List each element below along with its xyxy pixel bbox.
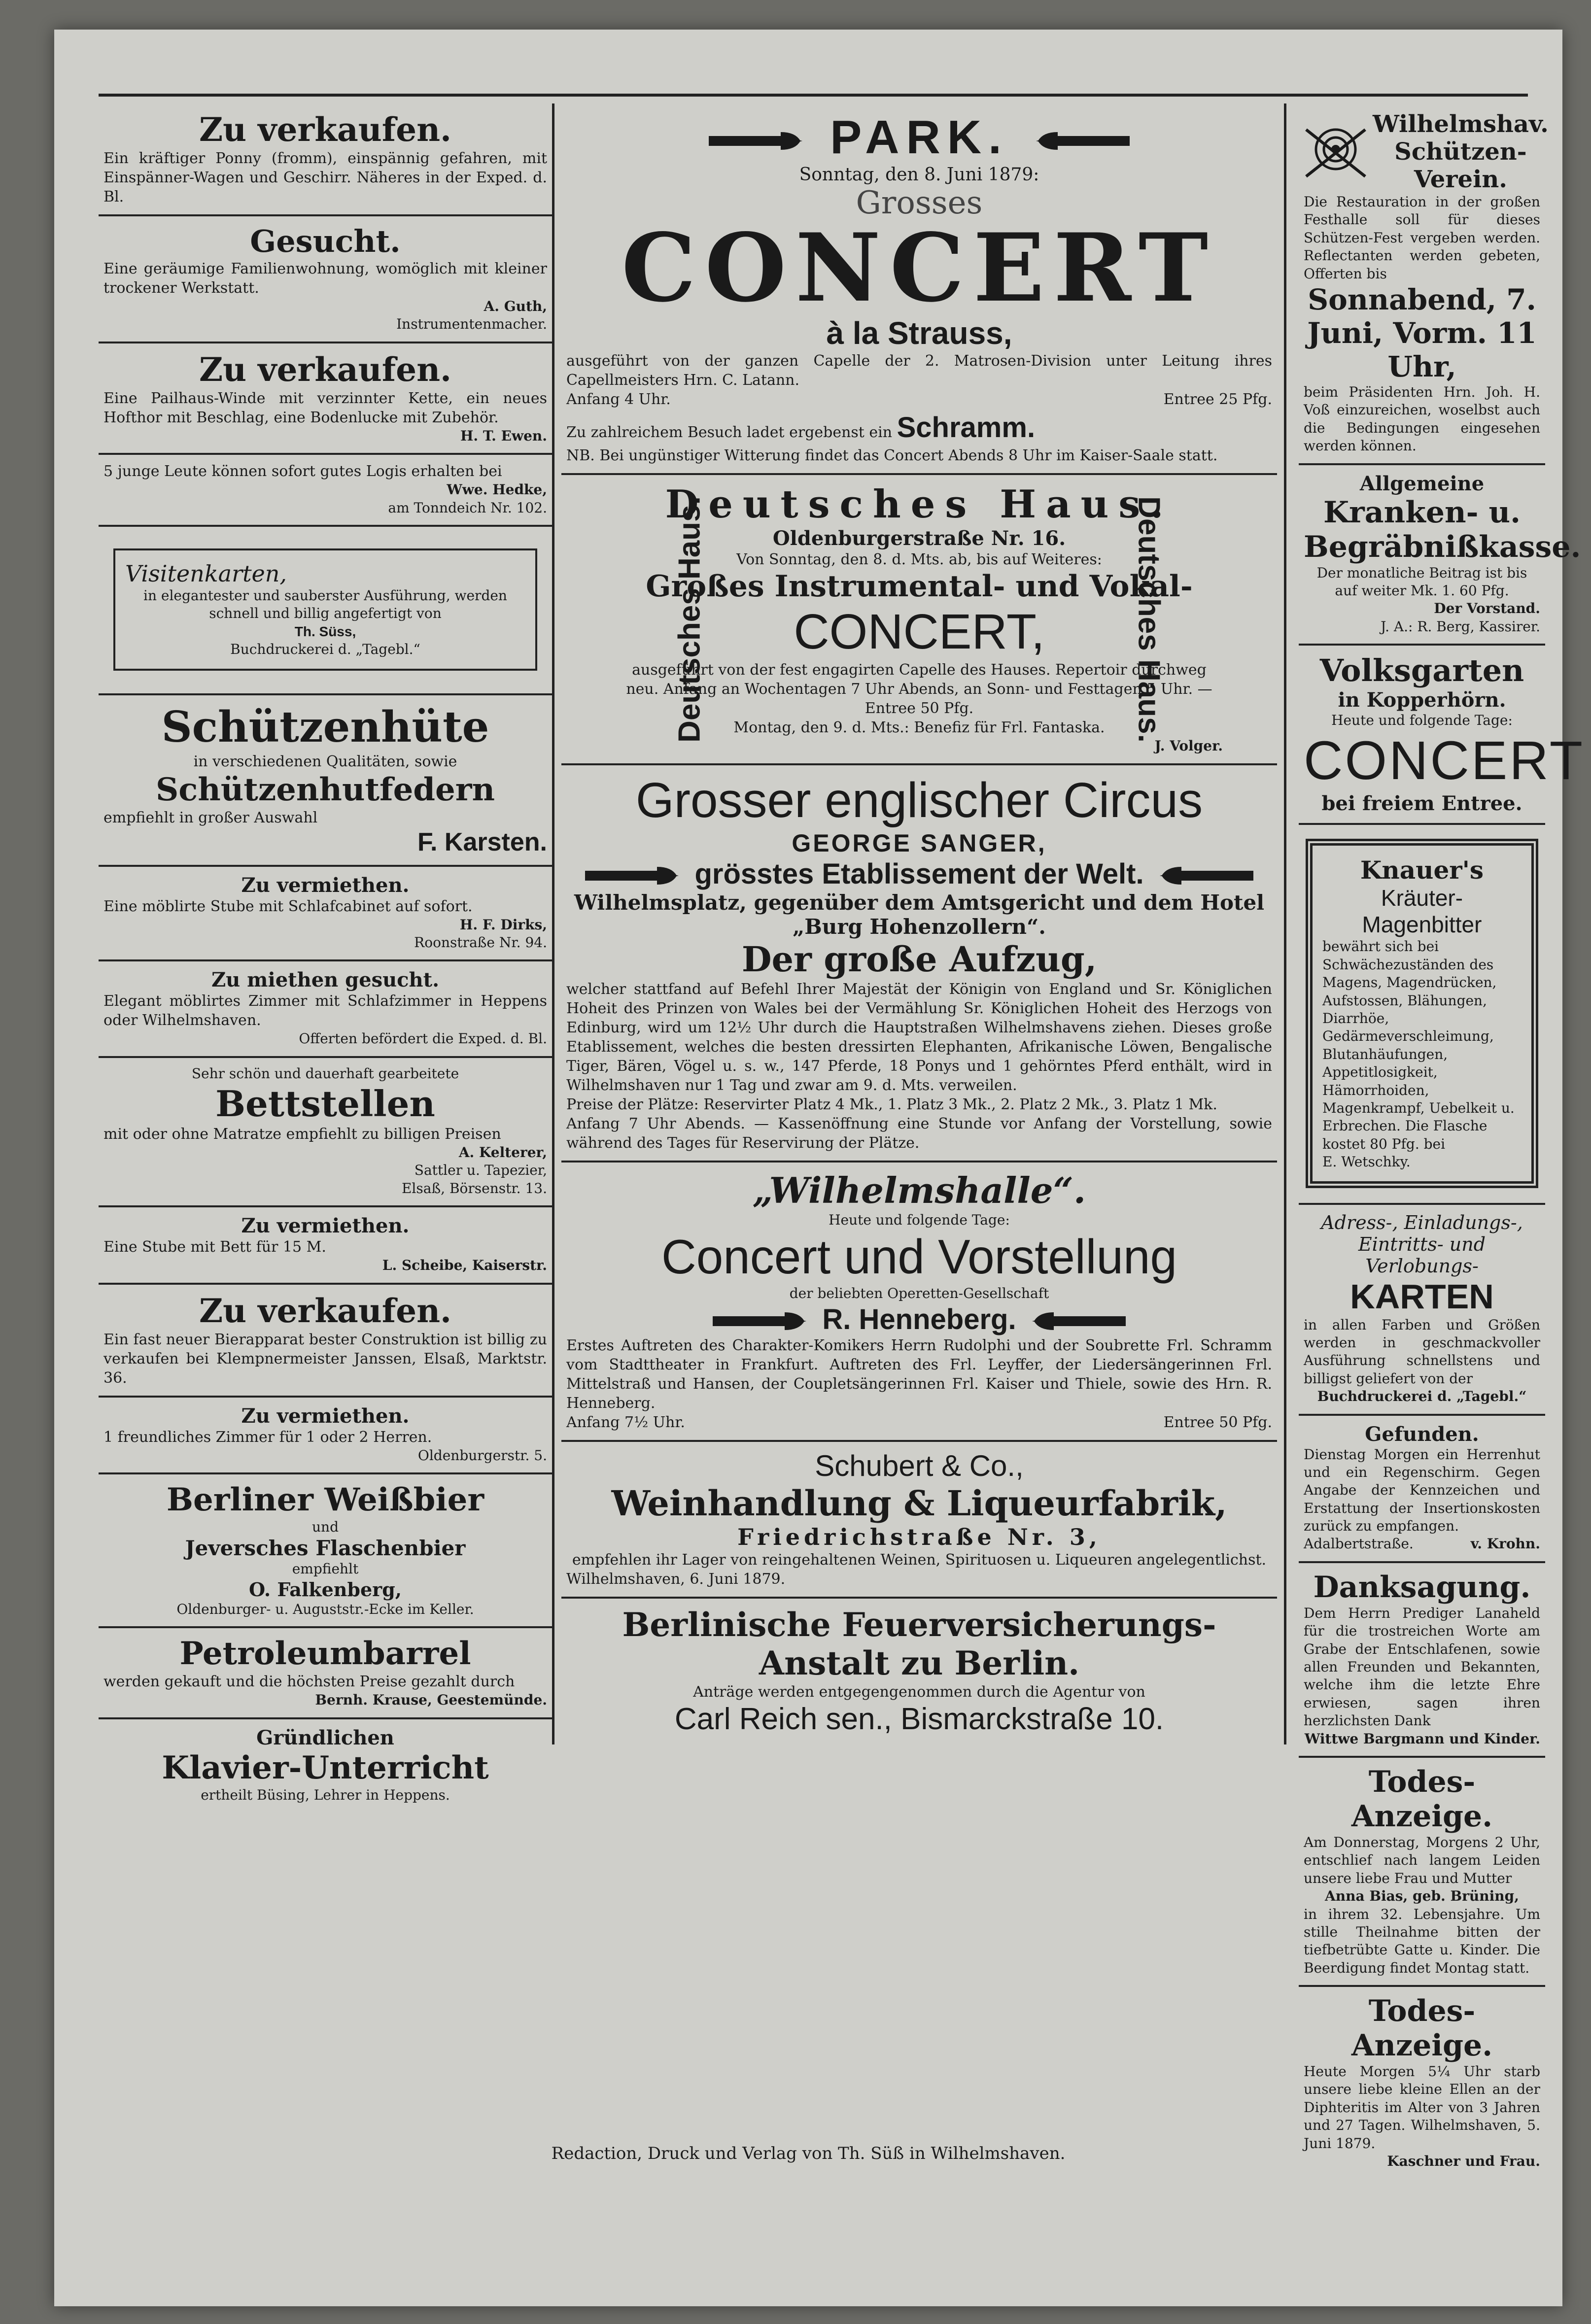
sv-text2: beim Präsidenten Hrn. Joh. H. Voß einzureichen, woselbst auch die Bedingungen eingesehen werden können. bbox=[1304, 383, 1540, 454]
dh-addr: Oldenburgerstraße Nr. 16. bbox=[772, 527, 1066, 550]
vg-loc: in Kopperhörn. bbox=[1338, 688, 1506, 712]
ad-title: Klavier-Unterricht bbox=[162, 1749, 489, 1786]
script-title: Visitenkarten, bbox=[125, 560, 287, 587]
pointing-hand-right-icon bbox=[707, 127, 810, 155]
fv-head: Berlinische Feuerversicherungs-Anstalt zu Berlin. bbox=[622, 1605, 1216, 1682]
ad-name: A. Kelterer, bbox=[458, 1144, 547, 1161]
ad-volksgarten bbox=[1299, 646, 1585, 825]
sv-title: Wilhelmshav. Schützen-Verein. bbox=[1373, 110, 1549, 193]
gf-addr: Adalbertstraße. bbox=[1304, 1536, 1414, 1552]
ad-title: Schützenhüte bbox=[161, 702, 489, 752]
fv-name: Carl Reich sen., Bismarckstraße 10. bbox=[674, 1702, 1164, 1736]
ad-pre: Gründlichen bbox=[256, 1726, 394, 1749]
wh-entree: Entree 50 Pfg. bbox=[1163, 1413, 1272, 1431]
imprint-footer: Redaction, Druck und Verlag von Th. Süß in Wilhelmshaven. bbox=[551, 2144, 1066, 2163]
ad-petroleumbarrel bbox=[99, 1628, 552, 1719]
pointing-hand-left-icon bbox=[1028, 127, 1132, 155]
knauer-ornament-frame bbox=[1306, 839, 1538, 1188]
ta1-title: Todes-Anzeige. bbox=[1351, 1764, 1493, 1834]
ad-zu-vermiethen-zimmer bbox=[99, 1398, 552, 1474]
ta2-title: Todes-Anzeige. bbox=[1351, 1994, 1493, 2063]
ad-title-2: Schützenhutfedern bbox=[156, 771, 495, 808]
circ-title: Grosser englischer Circus bbox=[635, 772, 1203, 828]
vg-end: bei freiem Entree. bbox=[1321, 792, 1522, 816]
ad-text: 1 freundliches Zimmer für 1 oder 2 Herren. bbox=[104, 1428, 432, 1446]
ad-text: empfiehlt bbox=[292, 1561, 359, 1577]
kn-name: E. Wetschky. bbox=[1322, 1154, 1411, 1170]
kk-sign: J. A.: R. Berg, Kassirer. bbox=[1381, 618, 1540, 635]
ad-zu-verkaufen-ponny bbox=[99, 103, 552, 216]
sc-addr: Friedrichstraße Nr. 3, bbox=[737, 1523, 1101, 1550]
ad-text: in elegantester und sauberster Ausführung, werden schnell und billig angefertigt von bbox=[143, 587, 507, 622]
sc-text: empfehlen ihr Lager von reingehaltenen Weinen, Spirituosen u. Liqueuren angelegentlichst. bbox=[572, 1551, 1267, 1569]
wh-sub: Heute und folgende Tage: bbox=[829, 1211, 1010, 1228]
ad-title: Zu vermiethen. bbox=[241, 1214, 410, 1238]
ad-text: Eine geräumige Familienwohnung, womöglich mit kleiner trockener Werkstatt. bbox=[104, 260, 547, 297]
park-concert: CONCERT bbox=[621, 213, 1217, 323]
wh-text1: der beliebten Operetten-Gesellschaft bbox=[789, 1285, 1049, 1302]
circ-sub: grösstes Etablissement der Welt. bbox=[694, 857, 1144, 890]
column-left bbox=[99, 103, 552, 1812]
ad-role: Sattler u. Tapezier, bbox=[414, 1162, 547, 1179]
wh-text2: Erstes Auftreten des Charakter-Komikers Herrn Rudolphi und der Soubrette Frl. Schramm vom Stadttheater in Frankfurt. Auftreten des Frl. Leyffer, der Liedersängerinnen Frl. Mittelstraß und Hansen, der Coupletsängerinnen Frl. Kaiser und Thiele, sowie des Hrn. R. Henneberg. bbox=[566, 1336, 1272, 1412]
ta2-text: Heute Morgen 5¼ Uhr starb unsere liebe kleine Ellen an der Diphteritis im Alter von 3 Jahren und 27 Tagen. Wilhelmshaven, 5. Juni 1879. bbox=[1304, 2063, 1540, 2152]
pointing-hand-left-icon bbox=[1152, 862, 1255, 889]
ad-schuetzen-verein bbox=[1299, 103, 1549, 465]
park-text: ausgeführt von der ganzen Capelle der 2. Matrosen-Division unter Leitung ihres Capellmeisters Hrn. C. Latann. bbox=[566, 352, 1272, 389]
ad-name: O. Falkenberg, bbox=[249, 1578, 402, 1601]
dh-text2: ausgeführt von der fest engagirten Capelle des Hauses. Repertoir durchweg neu. Anfang an Wochentagen 7 Uhr Abends, an Sonn- und Festtagen 5 Uhr. — Entree 50 Pfg. bbox=[626, 661, 1212, 718]
ad-schubert bbox=[561, 1442, 1277, 1599]
newspaper-page bbox=[54, 30, 1585, 2306]
ad-name: Th. Süss, bbox=[294, 623, 356, 639]
sv-date: Sonnabend, 7. Juni, Vorm. 11 Uhr, bbox=[1307, 282, 1537, 383]
ad-text-2: Offerten befördert die Exped. d. Bl. bbox=[299, 1030, 547, 1047]
ad-und: und bbox=[312, 1519, 339, 1536]
wh-anfang: Anfang 7½ Uhr. bbox=[566, 1413, 685, 1431]
ad-role: Instrumentenmacher. bbox=[396, 316, 547, 333]
fv-text: Anträge werden entgegengenommen durch die Agentur von bbox=[693, 1683, 1145, 1701]
ad-title: Zu verkaufen. bbox=[199, 110, 452, 149]
dk-text: Dem Herrn Prediger Lanaheld für die trostreichen Worte am Grabe der Entschlafenen, sowie allen Freunden und Bekannten, welche ihm die letzte Ehre erwiesen, sagen ihren herzlichsten Dank bbox=[1304, 1605, 1540, 1729]
column-center bbox=[552, 103, 1286, 1744]
ad-text: Ein fast neuer Bierapparat bester Construktion ist billig zu verkaufen bei Klempnermeister Janssen, Elsaß, Marktstr. 36. bbox=[104, 1331, 547, 1387]
ad-title: Gesucht. bbox=[250, 223, 401, 259]
ad-text: werden gekauft und die höchsten Preise gezahlt durch bbox=[104, 1673, 515, 1691]
ad-name: A. Guth, bbox=[484, 298, 547, 314]
ad-text: Eine möblirte Stube mit Schlafcabinet auf sofort. bbox=[104, 897, 473, 915]
park-grosses: Grosses bbox=[856, 185, 983, 221]
ad-krankenkasse bbox=[1299, 465, 1581, 646]
kk-text: Der monatliche Beitrag ist bis auf weiter Mk. 1. 60 Pfg. bbox=[1316, 564, 1527, 599]
ad-title: Zu verkaufen. bbox=[199, 350, 452, 389]
ad-text: ertheilt Büsing, Lehrer in Heppens. bbox=[201, 1786, 450, 1803]
ad-pre: Sehr schön und dauerhaft gearbeitete bbox=[191, 1065, 459, 1082]
visitenkarten-box bbox=[113, 548, 537, 671]
ad-text-2: empfiehlt in großer Auswahl bbox=[104, 809, 318, 826]
ad-text: in verschiedenen Qualitäten, sowie bbox=[193, 752, 457, 770]
ta1-text2: in ihrem 32. Lebensjahre. Um stille Theilnahme bitten der tiefbetrübte Gatte u. Kinder. Die Beerdigung findet Montag statt. bbox=[1304, 1906, 1540, 1976]
ad-feuerversicherung bbox=[561, 1599, 1277, 1744]
sv-text: Die Restauration in der großen Festhalle soll für dieses Schützen-Fest vergeben werden. Reflectanten werden gebeten, Offerten bis bbox=[1304, 194, 1540, 282]
dk-name: Wittwe Bargmann und Kinder. bbox=[1304, 1730, 1540, 1747]
wh-name: R. Henneberg. bbox=[822, 1303, 1016, 1335]
ad-name: F. Karsten. bbox=[417, 827, 547, 856]
ad-karten bbox=[1299, 1205, 1545, 1416]
circ-end: Anfang 7 Uhr Abends. — Kassenöffnung eine Stunde vor Anfang der Vorstellung, sowie während des Tages für Reservirung der Plätze. bbox=[566, 1115, 1272, 1152]
park-strauss: à la Strauss, bbox=[826, 315, 1012, 351]
ad-title: Zu verkaufen. bbox=[199, 1291, 452, 1330]
dh-concert: CONCERT, bbox=[794, 604, 1045, 660]
column-right bbox=[1289, 103, 1585, 2178]
ad-bettstellen bbox=[99, 1058, 552, 1208]
ad-name: Wwe. Hedke, bbox=[447, 481, 547, 498]
top-rule bbox=[99, 94, 1528, 97]
park-entree: Entree 25 Pfg. bbox=[1163, 391, 1272, 408]
ad-title-2: Jeversches Flaschenbier bbox=[185, 1536, 466, 1561]
gf-title: Gefunden. bbox=[1365, 1422, 1479, 1446]
ad-logis bbox=[99, 455, 552, 527]
ad-addr: Roonstraße Nr. 94. bbox=[414, 934, 547, 951]
circ-name: GEORGE SANGER, bbox=[792, 829, 1047, 857]
ad-name: L. Scheibe, Kaiserstr. bbox=[382, 1257, 547, 1274]
wh-head: Concert und Vorstellung bbox=[661, 1230, 1177, 1284]
kt-pre: Adress-, Einladungs-, Eintritts- und Verlobungs- bbox=[1321, 1211, 1523, 1277]
kk-pre: Allgemeine bbox=[1359, 472, 1485, 495]
ad-name: H. T. Ewen. bbox=[460, 427, 547, 444]
ad-deutsches-haus bbox=[561, 475, 1277, 765]
ad-addr: am Tonndeich Nr. 102. bbox=[388, 499, 547, 516]
dh-side-right: Deutsches Haus. bbox=[1132, 496, 1166, 743]
kn-title: Knauer's bbox=[1360, 855, 1484, 885]
ad-knauer bbox=[1299, 825, 1545, 1204]
ad-text: mit oder ohne Matratze empfiehlt zu billigen Preisen bbox=[104, 1126, 501, 1143]
ad-title: Petroleumbarrel bbox=[179, 1635, 471, 1673]
kn-text: bewährt sich bei Schwächezuständen des Magens, Magendrücken, Aufstossen, Blähungen, Diarrhöe, Gedärmeverschleimung, Blutanhäufungen, Appetitlosigkeit, Hämorrhoiden, Magenkrampf, Uebelkeit u. Erbrechen. Die Flasche kostet 80 Pfg. bei bbox=[1322, 938, 1515, 1152]
park-name: Schramm. bbox=[897, 411, 1036, 444]
dh-side-left: Deutsches Haus. bbox=[672, 496, 707, 743]
ad-title: Zu vermiethen. bbox=[241, 873, 410, 897]
ad-schuetzenhuete bbox=[99, 695, 552, 867]
ad-addr: Elsaß, Börsenstr. 13. bbox=[401, 1180, 547, 1196]
ad-danksagung bbox=[1299, 1563, 1545, 1758]
park-invite: Zu zahlreichem Besuch ladet ergebenst ein bbox=[566, 424, 893, 441]
ad-name: Bernh. Krause, Geestemünde. bbox=[315, 1692, 547, 1709]
ad-text: Ein kräftiger Ponny (fromm), einspännig gefahren, mit Einspänner-Wagen und Geschirr. Näheres in der Exped. d. Bl. bbox=[104, 150, 547, 205]
gf-name: v. Krohn. bbox=[1470, 1536, 1540, 1552]
park-title: PARK. bbox=[830, 111, 1008, 164]
ad-text: 5 junge Leute können sofort gutes Logis erhalten bei bbox=[104, 463, 502, 480]
pointing-hand-right-icon bbox=[711, 1307, 814, 1335]
kn-sub: Kräuter-Magenbitter bbox=[1362, 885, 1482, 938]
ad-zu-miethen-gesucht bbox=[99, 961, 552, 1058]
circ-prices: Preise der Plätze: Reservirter Platz 4 Mk., 1. Platz 3 Mk., 2. Platz 2 Mk., 3. Platz 1 Mk. bbox=[566, 1095, 1217, 1113]
ad-zu-vermiethen-stube bbox=[99, 867, 552, 962]
dh-head: Großes Instrumental- und Vokal- bbox=[646, 569, 1193, 604]
ad-wilhelmshalle bbox=[561, 1162, 1277, 1442]
ad-title: Zu miethen gesucht. bbox=[211, 968, 440, 992]
vg-concert: CONCERT bbox=[1304, 730, 1585, 791]
park-anfang: Anfang 4 Uhr. bbox=[566, 391, 671, 408]
ad-circus bbox=[561, 765, 1277, 1162]
ad-zu-verkaufen-winde bbox=[99, 343, 552, 455]
dh-text1: Von Sonntag, den 8. d. Mts. ab, bis auf Weiteres: bbox=[736, 551, 1102, 569]
sc-date: Wilhelmshaven, 6. Juni 1879. bbox=[566, 1570, 786, 1588]
ta1-text: Am Donnerstag, Morgens 2 Uhr, entschlief nach langem Leiden unsere liebe Frau und Mutter bbox=[1304, 1834, 1540, 1886]
ad-title: Zu vermiethen. bbox=[241, 1404, 410, 1428]
park-nb: NB. Bei ungünstiger Witterung findet das Concert Abends 8 Uhr im Kaiser-Saale statt. bbox=[566, 447, 1218, 465]
circ-head: Der große Aufzug, bbox=[741, 938, 1097, 980]
sc-head: Weinhandlung & Liqueurfabrik, bbox=[611, 1482, 1227, 1524]
ta2-name: Kaschner und Frau. bbox=[1387, 2153, 1540, 2170]
gf-text: Dienstag Morgen ein Herrenhut und ein Regenschirm. Gegen Angabe der Kennzeichen und Erstattung der Insertionskosten zurück zu empfangen. bbox=[1304, 1446, 1540, 1535]
ad-visitenkarten bbox=[99, 527, 552, 695]
ad-gesucht bbox=[99, 216, 552, 343]
park-date: Sonntag, den 8. Juni 1879: bbox=[799, 165, 1039, 185]
target-rifles-icon bbox=[1304, 125, 1368, 179]
ad-todesanzeige-1 bbox=[1299, 1758, 1545, 1987]
circ-text: welcher stattfand auf Befehl Ihrer Majestät der Königin von England und Sr. Königlichen Hoheit des Prinzen von Wales bei der Vermählung Sr. Königlichen Hoheit des Herzogs von Edinburg, wird um 12½ Uhr durch die Hauptstraßen Wilhelmshavens ziehen. Dieses große Etablissement, welches die besten dressirten Elephanten, Afrikanische Löwen, Bengalische Tiger, Bären, Vögel u. s. w., 147 Pferde, 18 Ponys und 1 gehörntes Pferd enthält, wird in Wilhelmshaven nur 1 Tag und zwar am 9. d. Mts. verweilen. bbox=[566, 980, 1272, 1094]
kk-name: Der Vorstand. bbox=[1434, 600, 1540, 617]
ad-text: Elegant möblirtes Zimmer mit Schlafzimmer in Heppens oder Wilhelmshaven. bbox=[104, 992, 547, 1029]
ad-weissbier bbox=[99, 1474, 552, 1628]
dh-text3: Montag, den 9. d. Mts.: Benefiz für Frl. Fantaska. bbox=[733, 719, 1105, 737]
ad-name: H. F. Dirks, bbox=[459, 916, 547, 933]
kk-title: Kranken- u. Begräbnißkasse. bbox=[1304, 495, 1581, 564]
ta1-name: Anna Bias, geb. Brüning, bbox=[1325, 1888, 1519, 1905]
kt-text: in allen Farben und Größen werden in geschmackvoller Ausführung schnellstens und billigst geliefert von der bbox=[1304, 1316, 1540, 1387]
ad-text: Eine Pailhaus-Winde mit verzinnter Kette, ein neues Hofthor mit Beschlag, eine Bodenlucke mit Zubehör. bbox=[104, 389, 547, 426]
vg-sub: Heute und folgende Tage: bbox=[1331, 712, 1513, 729]
circ-loc: Wilhelmsplatz, gegenüber dem Amtsgericht und dem Hotel „Burg Hohenzollern“. bbox=[574, 890, 1265, 939]
ad-gefunden bbox=[1299, 1416, 1545, 1563]
ad-addr: Oldenburger- u. Auguststr.-Ecke im Keller. bbox=[176, 1601, 474, 1617]
ad-text: Eine Stube mit Bett für 15 M. bbox=[104, 1238, 326, 1256]
dh-name: J. Volger. bbox=[1154, 738, 1223, 754]
sc-title: Schubert & Co., bbox=[815, 1449, 1024, 1482]
dh-title: Deutsches Haus. bbox=[665, 482, 1174, 527]
ad-addr: Oldenburgerstr. 5. bbox=[417, 1447, 547, 1464]
ad-klavier bbox=[99, 1719, 552, 1812]
ad-shop: Buchdruckerei d. „Tagebl.“ bbox=[230, 641, 420, 658]
ad-zu-vermiethen-bett bbox=[99, 1207, 552, 1284]
kt-name: Buchdruckerei d. „Tagebl.“ bbox=[1317, 1388, 1527, 1405]
wh-title: „Wilhelmshalle“. bbox=[752, 1169, 1086, 1211]
kt-title: KARTEN bbox=[1350, 1277, 1494, 1316]
ad-title: Berliner Weißbier bbox=[166, 1481, 484, 1519]
ad-zu-verkaufen-bierapparat bbox=[99, 1285, 552, 1398]
ad-park-concert bbox=[561, 103, 1277, 475]
pointing-hand-right-icon bbox=[583, 862, 687, 889]
vg-title: Volksgarten bbox=[1319, 652, 1524, 689]
ad-title: Bettstellen bbox=[215, 1083, 435, 1125]
pointing-hand-left-icon bbox=[1024, 1307, 1128, 1335]
dk-title: Danksagung. bbox=[1313, 1570, 1531, 1605]
